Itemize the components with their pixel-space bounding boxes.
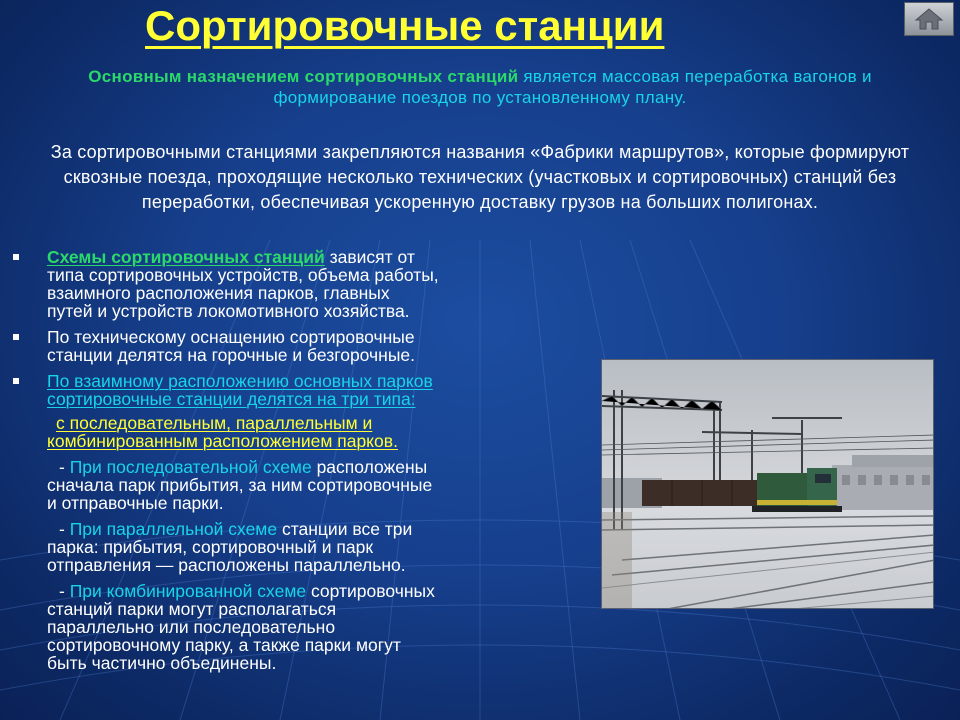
scheme-sequential: - При последовательной схеме расположены сначала парк прибытия, за ним сортировочные и отправочные парки. [47,457,433,513]
intro-text [50,66,910,108]
bullet-mutual-position: По взаимному расположению основных парков сортировочные станции делятся на три типа: [10,372,600,408]
types-intro: с последовательным, параллельным и комбинированным расположением парков. [47,413,398,451]
bullet-marker [13,334,19,340]
scheme-combined: - При комбинированной схеме сортировочных станций парки могут располагаться параллельно или последовательно сортировочному парку, а также парки могут быть частично объединены. [47,581,435,673]
home-icon [914,7,944,31]
slide-title: Сортировочные станции [145,2,665,49]
intro-highlight: Основным назначением сортировочных станций [88,67,519,86]
rail-yard-illustration [602,360,934,609]
intro-rest: является массовая переработка вагонов и формирование поездов по установленному плану. [273,67,872,107]
bullet-schemes: Схемы сортировочных станций зависят от типа сортировочных устройств, объема работы, взаимного расположения парков, главных путей и устройств локомотивного хозяйства. [10,248,600,320]
bullet-marker [13,378,19,384]
bullet-equipment: По техническому оснащению сортировочные станции делятся на горочные и безгорочные. [10,328,600,364]
scheme-parallel: - При параллельной схеме станции все три парка: прибытия, сортировочный и парк отправления — расположены параллельно. [47,519,413,575]
bullet-list [10,248,600,680]
factory-paragraph: За сортировочными станциями закрепляются названия «Фабрики маршрутов», которые формируют сквозные поезда, проходящие несколько технических (участковых и сортировочных) станций без переработки, обеспечивая ускоренную доставку грузов на больших полигонах. [50,142,910,212]
bullet-marker [13,254,19,260]
home-button[interactable] [904,2,954,36]
rail-yard-photo [601,359,934,609]
